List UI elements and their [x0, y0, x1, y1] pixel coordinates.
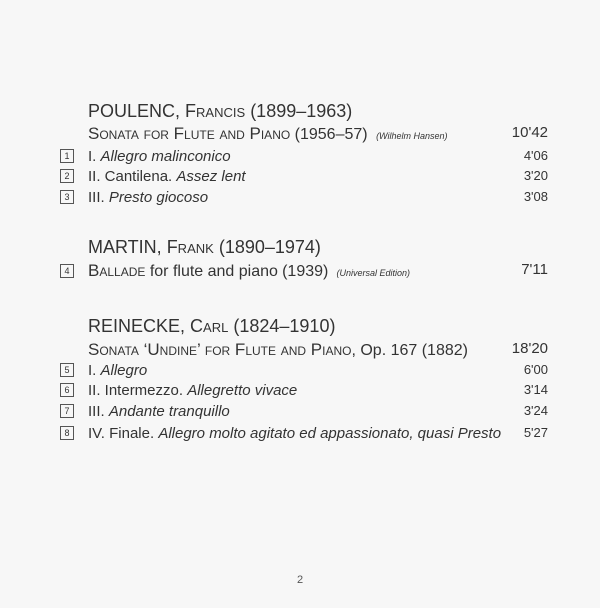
track-number: 6 — [60, 383, 74, 397]
track-number: 7 — [60, 404, 74, 418]
track-duration: 4'06 — [523, 148, 548, 163]
track-row: 8 IV. Finale. Allegro molto agitato ed appassionato, quasi Presto 5'27 — [60, 425, 548, 447]
track-number: 3 — [60, 190, 74, 204]
work-duration: 18'20 — [511, 340, 548, 357]
track-tempo: Assez lent — [176, 168, 246, 185]
composer-dates: (1824–1910) — [233, 316, 336, 336]
composer-heading: POULENC, Francis (1899–1963) — [88, 101, 353, 121]
track-row: 6 II. Intermezzo. Allegretto vivace 3'14 — [60, 382, 548, 404]
track-tempo: Andante tranquillo — [108, 403, 230, 420]
composer-firstname: Carl — [190, 316, 229, 336]
track-duration: 3'24 — [523, 403, 548, 418]
composer-firstname: Francis — [185, 101, 246, 121]
composer-heading: REINECKE, Carl (1824–1910) — [88, 316, 336, 336]
work-publisher: (Universal Edition) — [336, 268, 411, 278]
track-duration: 5'27 — [523, 425, 548, 440]
composer-surname: POULENC — [88, 101, 176, 121]
track-tempo: Allegro molto agitato ed appassionato, quasi Presto — [158, 425, 502, 442]
track-tempo: Presto giocoso — [108, 189, 209, 206]
track-row — [60, 261, 548, 283]
track-row: 3 III. Presto giocoso 3'08 — [60, 189, 548, 211]
composer-dates: (1890–1974) — [218, 237, 321, 257]
track-number: 1 — [60, 149, 74, 163]
track-row: 7 III. Andante tranquillo 3'24 — [60, 403, 548, 425]
track-tempo: Allegretto vivace — [187, 382, 298, 399]
track-duration: 3'08 — [523, 189, 548, 204]
track-row: 2 II. Cantilena. Assez lent 3'20 — [60, 168, 548, 190]
track-tempo: Allegro — [100, 362, 148, 379]
work-opus: , Op. 167 (1882) — [351, 342, 468, 359]
work-publisher: (Wilhelm Hansen) — [376, 131, 448, 141]
composer-dates: (1899–1963) — [250, 101, 353, 121]
work-title: Sonata ‘Undine’ for Flute and Piano — [88, 340, 352, 359]
work-title: Ballade — [88, 261, 146, 280]
composer-heading: MARTIN, Frank (1890–1974) — [88, 237, 321, 257]
work-duration: 7'11 — [521, 261, 548, 278]
track-tempo: Allegro malinconico — [100, 148, 231, 165]
work-subtitle: for flute and piano — [145, 263, 278, 280]
composer-firstname: Frank — [166, 237, 214, 257]
work-duration: 10'42 — [511, 124, 548, 141]
track-row: 1 I. Allegro malinconico 4'06 — [60, 148, 548, 170]
work-year: (1956–57) — [294, 126, 368, 143]
work-title: Sonata for Flute and Piano — [88, 124, 291, 143]
page-number: 2 — [296, 574, 304, 586]
track-number: 2 — [60, 169, 74, 183]
work-year: (1939) — [282, 263, 329, 280]
track-duration: 3'20 — [523, 168, 548, 183]
composer-surname: REINECKE — [88, 316, 181, 336]
work-title-row — [88, 124, 548, 146]
track-number: 5 — [60, 363, 74, 377]
track-number: 8 — [60, 426, 74, 440]
track-duration: 6'00 — [523, 362, 548, 377]
track-row: 5 I. Allegro 6'00 — [60, 362, 548, 384]
composer-surname: MARTIN — [88, 237, 157, 257]
track-duration: 3'14 — [523, 382, 548, 397]
track-number: 4 — [60, 264, 74, 278]
work-title-row — [88, 340, 548, 362]
